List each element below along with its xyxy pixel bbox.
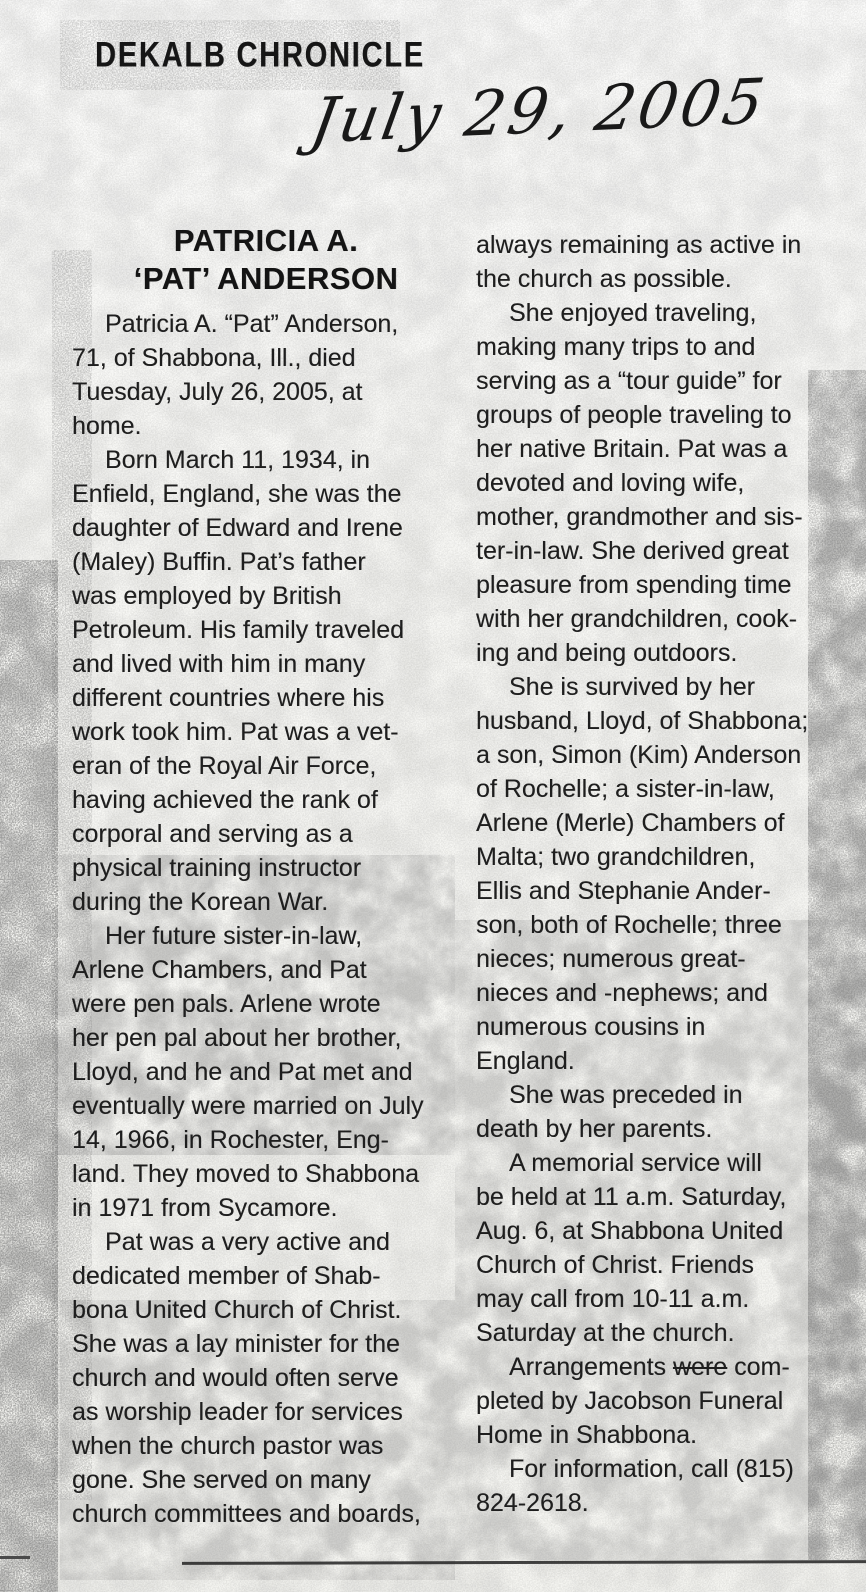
left-column-body <box>72 307 460 1531</box>
obituary-paragraph <box>476 228 860 296</box>
text-line: different countries where his <box>72 684 385 712</box>
text-line: church and would often serve <box>72 1364 399 1392</box>
obituary-paragraph <box>476 296 860 670</box>
text-line: death by her parents. <box>476 1115 713 1143</box>
obituary-paragraph <box>476 1146 860 1350</box>
text-line: She enjoyed traveling, <box>509 299 757 327</box>
text-line: She was preceded in <box>509 1081 743 1109</box>
text-line: Petroleum. His family traveled <box>72 616 405 644</box>
obituary-paragraph <box>72 443 460 919</box>
text-line: Ellis and Stephanie Ander- <box>476 877 771 905</box>
text-line: Aug. 6, at Shabbona United <box>476 1217 784 1245</box>
pen-struck-word: were <box>672 1353 728 1381</box>
handwritten-date: July 29, 2005 <box>305 64 773 158</box>
text-line: mother, grandmother and sis- <box>476 503 803 531</box>
text-line: gone. She served on many <box>72 1466 371 1494</box>
newspaper-masthead: DEKALB CHRONICLE <box>95 34 425 74</box>
text-line: may call from 10-11 a.m. <box>476 1285 750 1313</box>
text-line: and lived with him in many <box>72 650 366 678</box>
text-line: husband, Lloyd, of Shabbona; <box>476 707 809 735</box>
text-line: Saturday at the church. <box>476 1319 735 1347</box>
text-line: Lloyd, and he and Pat met and <box>72 1058 413 1086</box>
obituary-headline <box>72 222 460 298</box>
text-line: Arlene (Merle) Chambers of <box>476 809 785 837</box>
text-line: church committees and boards, <box>72 1500 421 1528</box>
text-line: son, both of Rochelle; three <box>476 911 782 939</box>
text-line: Patricia A. “Pat” Anderson, <box>105 310 399 338</box>
text-line: 14, 1966, in Rochester, Eng- <box>72 1126 389 1154</box>
text-line: her native Britain. Pat was a <box>476 435 788 463</box>
text-line: dedicated member of Shab- <box>72 1262 381 1290</box>
text-line: Arrangements were com- <box>509 1353 790 1381</box>
text-line: devoted and loving wife, <box>476 469 745 497</box>
text-line: groups of people traveling to <box>476 401 792 429</box>
text-line: the church as possible. <box>476 265 732 293</box>
text-line: in 1971 from Sycamore. <box>72 1194 338 1222</box>
headline-line-2: ‘PAT’ ANDERSON <box>133 261 399 296</box>
text-line: making many trips to and <box>476 333 756 361</box>
text-line: home. <box>72 412 142 440</box>
text-line: ter-in-law. She derived great <box>476 537 789 565</box>
text-line: ing and being outdoors. <box>476 639 738 667</box>
text-line: serving as a “tour guide” for <box>476 367 782 395</box>
text-line: pleted by Jacobson Funeral <box>476 1387 784 1415</box>
text-line: She is survived by her <box>509 673 755 701</box>
obituary-paragraph <box>72 919 460 1225</box>
text-line: For information, call (815) <box>509 1455 794 1483</box>
text-line: with her grandchildren, cook- <box>476 605 797 633</box>
text-line: land. They moved to Shabbona <box>72 1160 420 1188</box>
text-line: a son, Simon (Kim) Anderson <box>476 741 802 769</box>
text-line: A memorial service will <box>509 1149 762 1177</box>
right-column <box>476 228 860 1520</box>
text-line: Born March 11, 1934, in <box>105 446 370 474</box>
text-line: Pat was a very active and <box>105 1228 390 1256</box>
text-line: her pen pal about her brother, <box>72 1024 402 1052</box>
text-line: bona United Church of Christ. <box>72 1296 402 1324</box>
obituary-paragraph <box>476 670 860 1078</box>
obituary-paragraph <box>476 1078 860 1146</box>
text-line: during the Korean War. <box>72 888 329 916</box>
text-line: Malta; two grandchildren, <box>476 843 756 871</box>
text-line: always remaining as active in <box>476 231 802 259</box>
obituary-paragraph <box>72 307 460 443</box>
text-line: of Rochelle; a sister-in-law, <box>476 775 775 803</box>
text-line: (Maley) Buffin. Pat’s father <box>72 548 366 576</box>
left-column <box>72 222 460 1531</box>
obituary-paragraph <box>72 1225 460 1531</box>
text-line: Church of Christ. Friends <box>476 1251 754 1279</box>
text-line: eventually were married on July <box>72 1092 424 1120</box>
text-line: daughter of Edward and Irene <box>72 514 403 542</box>
text-line: nieces; numerous great- <box>476 945 746 973</box>
text-line: Tuesday, July 26, 2005, at <box>72 378 363 406</box>
obituary-paragraph <box>476 1350 860 1452</box>
text-line: England. <box>476 1047 575 1075</box>
text-line: 824-2618. <box>476 1489 589 1517</box>
text-line: corporal and serving as a <box>72 820 353 848</box>
text-line: She was a lay minister for the <box>72 1330 400 1358</box>
text-line: numerous cousins in <box>476 1013 706 1041</box>
text-line: pleasure from spending time <box>476 571 792 599</box>
bottom-rule-left-dash <box>0 1556 30 1559</box>
text-line: was employed by British <box>72 582 342 610</box>
text-line: as worship leader for services <box>72 1398 403 1426</box>
text-line: eran of the Royal Air Force, <box>72 752 377 780</box>
obituary-paragraph <box>476 1452 860 1520</box>
text-line: be held at 11 a.m. Saturday, <box>476 1183 787 1211</box>
text-line: physical training instructor <box>72 854 362 882</box>
text-line: nieces and -nephews; and <box>476 979 768 1007</box>
bottom-rule <box>182 1560 866 1565</box>
text-line: Her future sister-in-law, <box>105 922 363 950</box>
headline-line-1: PATRICIA A. <box>173 223 359 258</box>
text-line: 71, of Shabbona, Ill., died <box>72 344 356 372</box>
text-line: when the church pastor was <box>72 1432 384 1460</box>
text-line: having achieved the rank of <box>72 786 378 814</box>
text-line: Enfield, England, she was the <box>72 480 402 508</box>
text-line: Home in Shabbona. <box>476 1421 697 1449</box>
text-line: were pen pals. Arlene wrote <box>72 990 381 1018</box>
text-line: work took him. Pat was a vet- <box>72 718 399 746</box>
text-line: Arlene Chambers, and Pat <box>72 956 367 984</box>
